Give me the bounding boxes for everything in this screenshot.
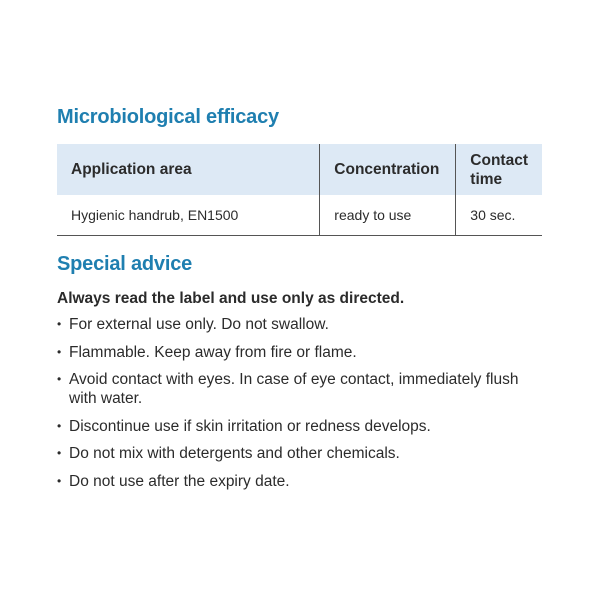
header-contact-time: Contact time xyxy=(456,144,542,195)
list-item: • Discontinue use if skin irritation or redness develops. xyxy=(57,417,537,436)
header-application-area: Application area xyxy=(71,161,192,178)
advice-list xyxy=(57,315,537,499)
efficacy-heading: Microbiological efficacy xyxy=(57,106,279,128)
advice-lead: Always read the label and use only as directed. xyxy=(57,290,405,307)
header-concentration: Concentration xyxy=(320,144,456,195)
list-item: • Do not use after the expiry date. xyxy=(57,472,537,491)
efficacy-table xyxy=(57,144,542,236)
cell-contact-time: 30 sec. xyxy=(456,195,542,236)
table-header-row xyxy=(57,144,542,195)
list-item: • Flammable. Keep away from fire or flame. xyxy=(57,343,537,362)
advice-heading: Special advice xyxy=(57,253,193,275)
cell-application-area: Hygienic handrub, EN1500 xyxy=(71,207,239,223)
cell-concentration: ready to use xyxy=(320,195,456,236)
list-item: • Avoid contact with eyes. In case of eye contact, immediately flush with water. xyxy=(57,370,537,408)
list-item: • Do not mix with detergents and other chemicals. xyxy=(57,444,537,463)
table-row xyxy=(57,195,542,236)
list-item: • For external use only. Do not swallow. xyxy=(57,315,537,334)
